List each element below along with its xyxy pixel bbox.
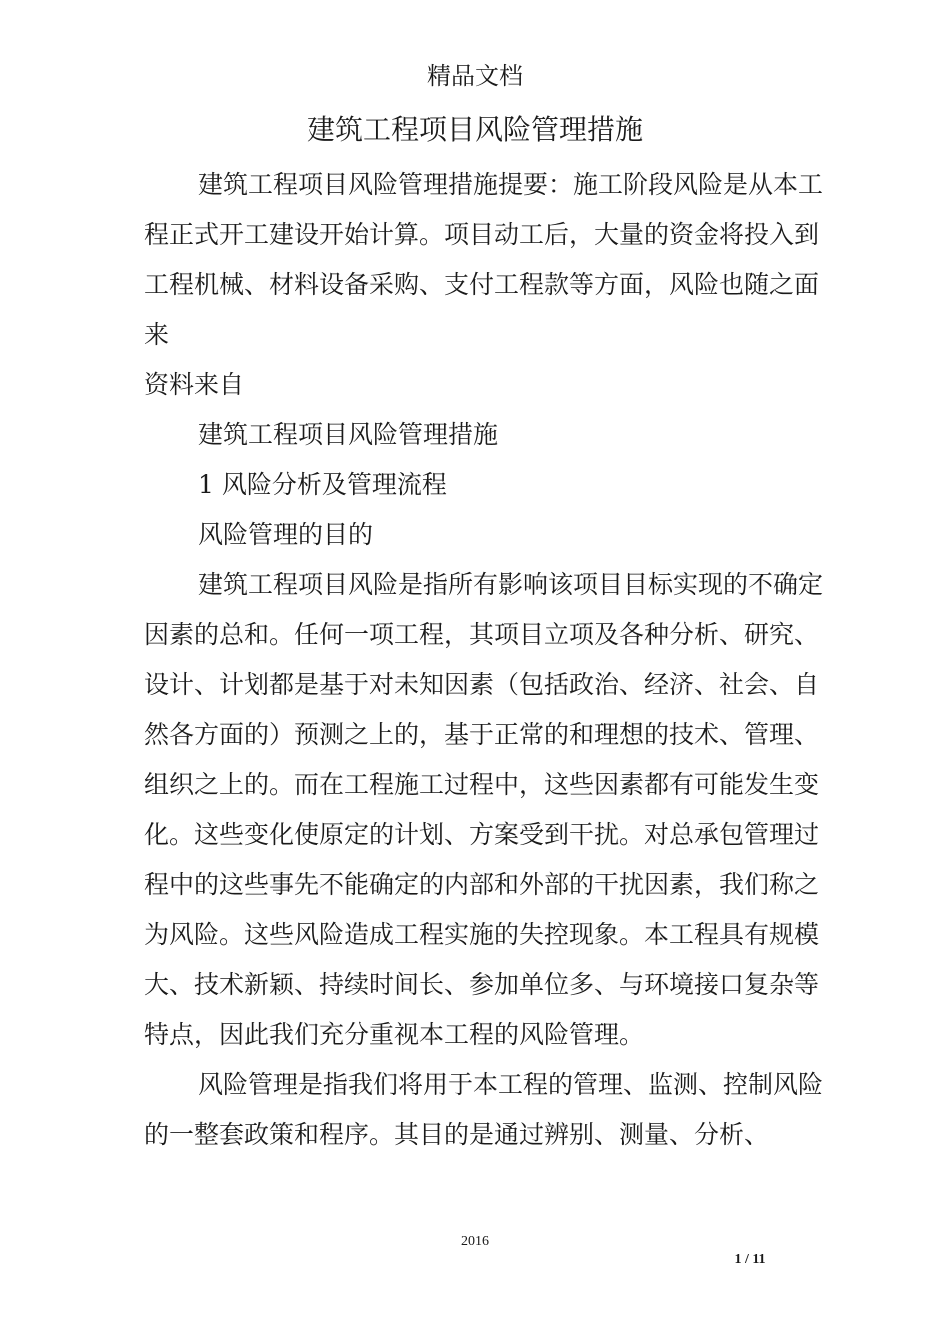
subsection-heading-purpose: 风险管理的目的: [198, 520, 374, 549]
paragraph-risk-definition: 建筑工程项目风险是指所有影响该项目目标实现的不确定因素的总和。任何一项工程，其项目立项及各种分析、研究、设计、计划都是基于对未知因素（包括政治、经济、社会、自然各方面的）预测之上的，基于正常的和理想的技术、管理、组织之上的。而在工程施工过程中，这些因素都有可能发生变化。这些变化使原定的计划、方案受到干扰。对总承包管理过程中的这些事先不能确定的内部和外部的干扰因素，我们称之为风险。这些风险造成工程实施的失控现象。本工程具有规模大、技术新颖、持续时间长、参加单位多、与环境接口复杂等特点，因此我们充分重视本工程的风险管理。: [144, 570, 824, 1049]
footer-year: 2016: [461, 1234, 489, 1249]
paragraph-risk-management: 风险管理是指我们将用于本工程的管理、监测、控制风险的一整套政策和程序。其目的是通过辨别、测量、分析、: [144, 1070, 824, 1149]
page-number: 1 / 11: [734, 1252, 766, 1267]
section-heading-1: 1 风险分析及管理流程: [198, 470, 447, 499]
document-title: 建筑工程项目风险管理措施: [306, 113, 643, 146]
paragraph-source: 资料来自: [144, 370, 245, 399]
section-heading-title: 建筑工程项目风险管理措施: [198, 420, 499, 449]
page-header: 精品文档: [427, 62, 523, 90]
paragraph-summary: 建筑工程项目风险管理措施提要：施工阶段风险是从本工程正式开工建设开始计算。项目动工后，大量的资金将投入到工程机械、材料设备采购、支付工程款等方面，风险也随之面来: [144, 170, 824, 349]
document-body: [144, 160, 834, 1160]
